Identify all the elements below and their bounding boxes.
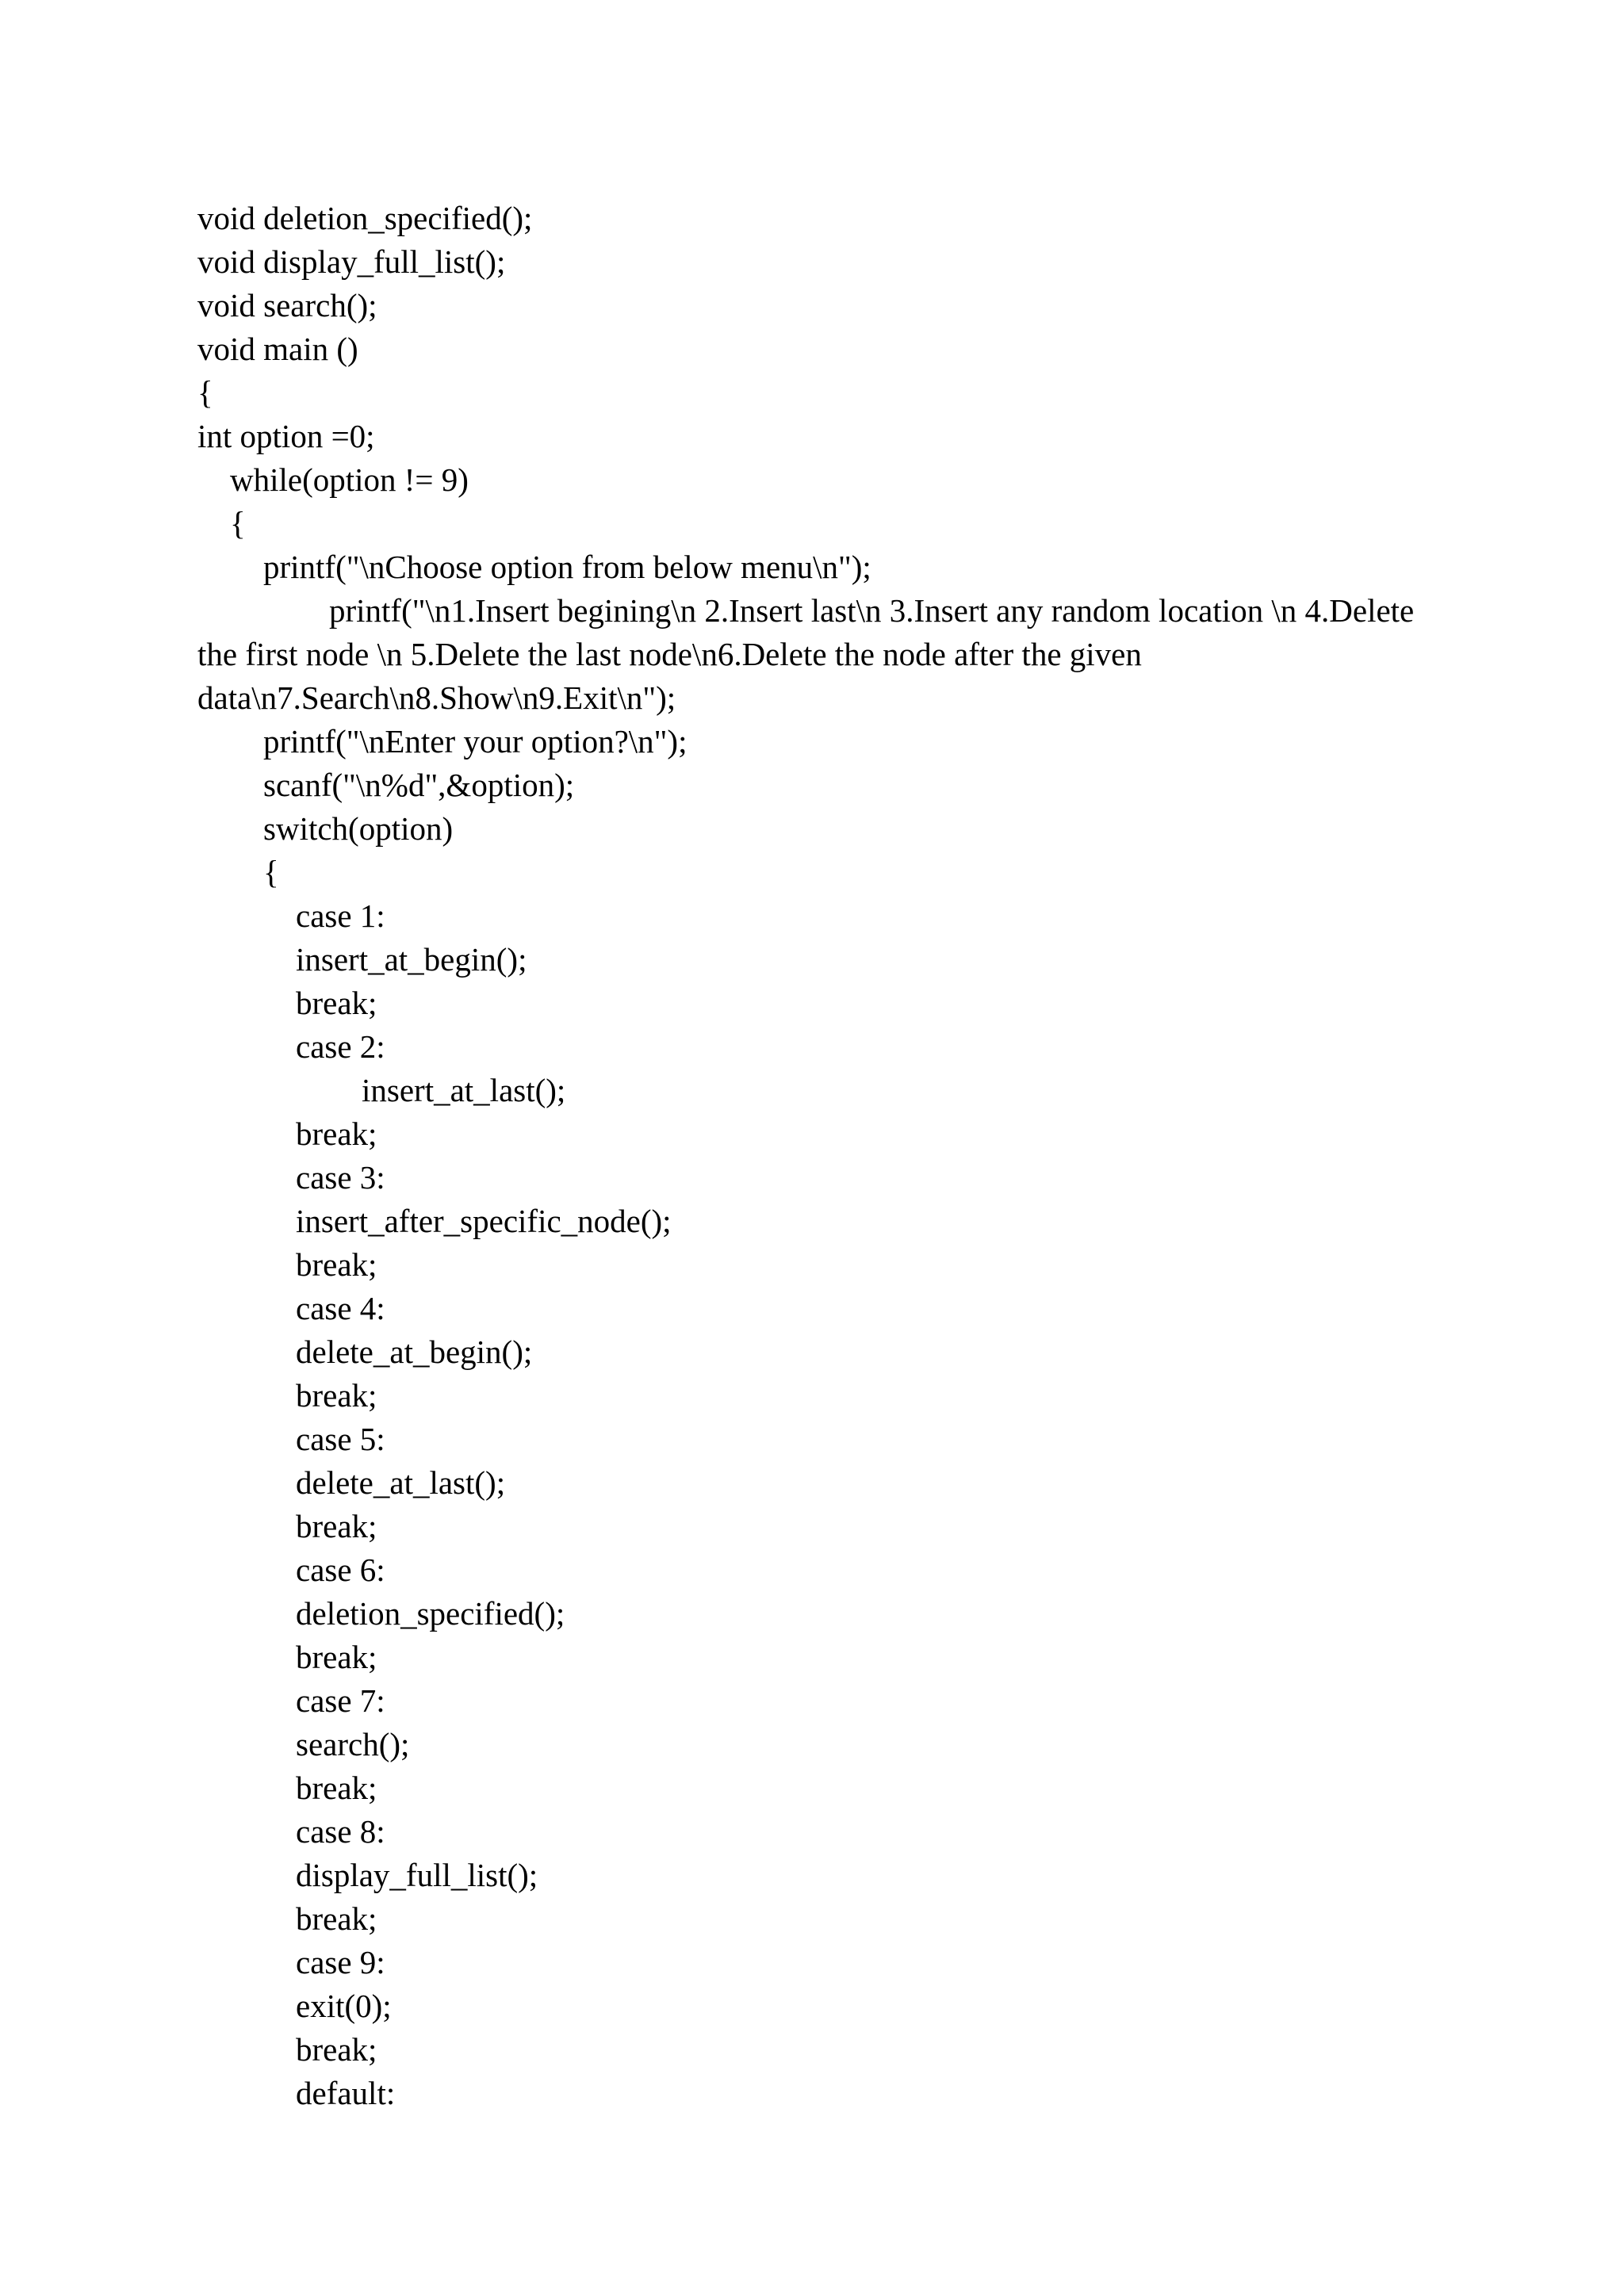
code-line: break; xyxy=(296,985,377,1021)
code-line: break; xyxy=(296,1508,377,1544)
code-line: insert_after_specific_node(); xyxy=(296,1203,672,1239)
code-line: printf("\nEnter your option?\n"); xyxy=(263,723,688,760)
code-line: printf("\n1.Insert begining\n 2.Insert last\n 3.Insert any random location \n 4.Delete xyxy=(329,592,1415,629)
code-line: data\n7.Search\n8.Show\n9.Exit\n"); xyxy=(197,679,676,716)
code-line: break; xyxy=(296,1115,377,1152)
code-line: case 3: xyxy=(296,1159,385,1196)
code-line: insert_at_begin(); xyxy=(296,941,527,978)
code-line: break; xyxy=(296,1246,377,1283)
code-line: case 2: xyxy=(296,1028,385,1065)
code-line: default: xyxy=(296,2075,396,2111)
code-line: scanf("\n%d",&option); xyxy=(263,767,575,803)
code-line: break; xyxy=(296,1639,377,1675)
code-line: insert_at_last(); xyxy=(362,1072,566,1108)
code-line: case 1: xyxy=(296,897,385,934)
code-line: search(); xyxy=(296,1726,410,1762)
code-line: break; xyxy=(296,1900,377,1937)
code-line: break; xyxy=(296,1377,377,1414)
code-line: { xyxy=(263,854,279,890)
code-line: the first node \n 5.Delete the last node\n6.Delete the node after the given xyxy=(197,636,1142,672)
code-line: while(option != 9) xyxy=(230,461,469,498)
code-line: { xyxy=(230,505,246,541)
code-line: int option =0; xyxy=(197,418,375,454)
code-line: delete_at_begin(); xyxy=(296,1334,533,1370)
code-line: delete_at_last(); xyxy=(296,1464,506,1501)
code-line: case 6: xyxy=(296,1552,385,1588)
code-line: switch(option) xyxy=(263,810,454,847)
code-line: deletion_specified(); xyxy=(296,1595,565,1632)
code-line: void deletion_specified(); xyxy=(197,200,533,236)
code-line: display_full_list(); xyxy=(296,1857,538,1893)
code-line: void display_full_list(); xyxy=(197,243,506,280)
code-line: case 5: xyxy=(296,1421,385,1457)
code-line: case 9: xyxy=(296,1944,385,1980)
code-line: case 4: xyxy=(296,1290,385,1326)
code-line: case 8: xyxy=(296,1813,385,1850)
code-line: printf("\nChoose option from below menu\n"); xyxy=(263,549,871,585)
code-line: void search(); xyxy=(197,287,377,323)
code-line: break; xyxy=(296,1770,377,1806)
code-line: { xyxy=(197,374,213,411)
code-listing xyxy=(197,197,1434,2115)
code-line: case 7: xyxy=(296,1682,385,1719)
code-line: exit(0); xyxy=(296,1988,392,2024)
code-line: void main () xyxy=(197,331,358,367)
code-line: break; xyxy=(296,2031,377,2068)
